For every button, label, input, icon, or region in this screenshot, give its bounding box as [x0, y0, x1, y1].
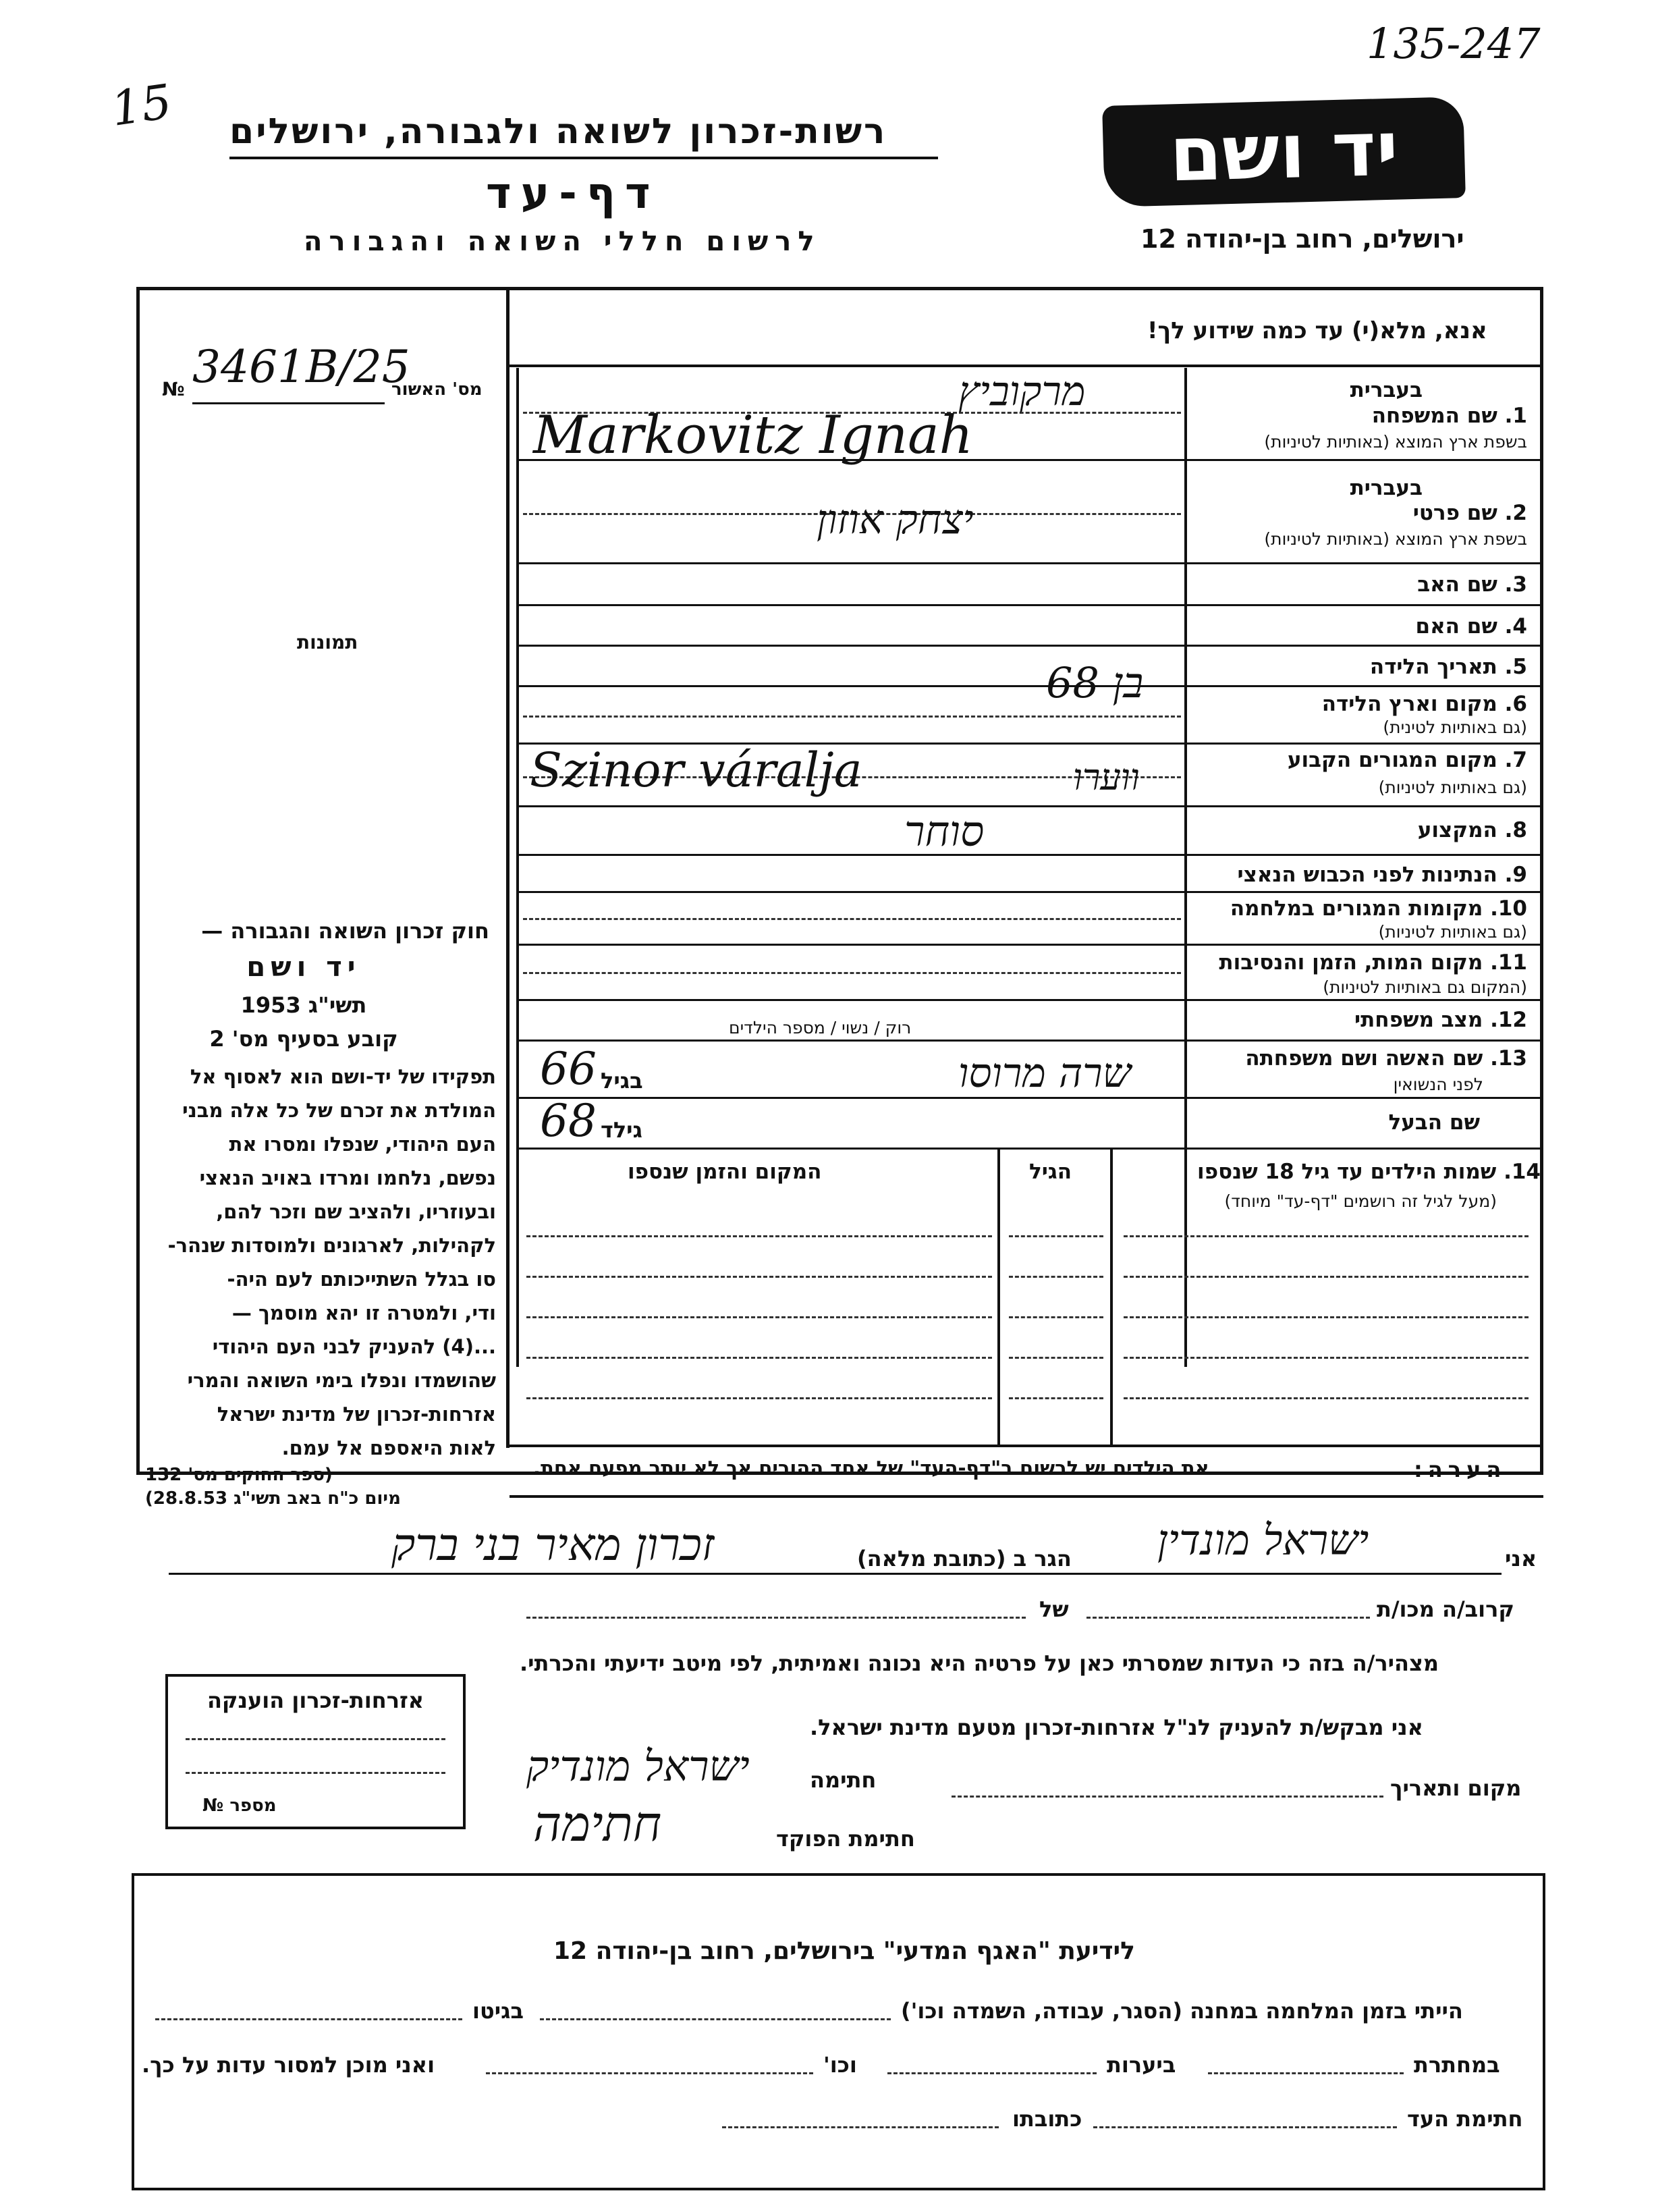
corner-mark: 15	[107, 74, 175, 137]
law-line: סו בגלל השתייכותם לעם היה-	[227, 1268, 496, 1291]
law-line: המולדת את זכרם של כל אלה מבני	[182, 1099, 496, 1122]
law-ref-1: (ספר החוקים מס' 132	[145, 1465, 333, 1485]
hebrew-label-2: בעברית	[1350, 476, 1423, 500]
col-age-header: הגיל	[1029, 1160, 1072, 1184]
field-4-label: 4. שם האם	[1415, 614, 1527, 639]
photo-label: תמונות	[297, 631, 358, 653]
field-6-label: 6. מקום וארץ הלידה	[1321, 692, 1527, 716]
bottom-line2-testimony: ואני מוכן למסור עדות על כך.	[142, 2052, 435, 2078]
field-13-sub: לפני הנשואין	[1393, 1075, 1483, 1094]
bottom-title: לידיעת "האגף המדעי" בירושלים, רחוב בן-יהודה 12	[553, 1937, 1135, 1965]
residing-value: זכרון מאיר בני ברק	[391, 1519, 715, 1571]
approval-value: 3461B/25	[192, 341, 410, 393]
field-13-label: 13. שם האשה ושם משפחתה	[1245, 1046, 1527, 1071]
field-6-sub: (גם באותיות לטינית)	[1383, 718, 1527, 737]
field-3-label: 3. שם האב	[1417, 572, 1527, 597]
signature-label: חתימה	[810, 1767, 877, 1793]
field-1-sub: בשפת ארץ המוצא (באותיות לטיניות)	[1264, 432, 1527, 452]
law-title: חוק זכרון השואה והגבורה —	[201, 918, 489, 944]
number-sign: №	[162, 378, 185, 400]
declaration-i-value: ישראל מונדין	[1157, 1515, 1369, 1565]
law-body	[142, 1060, 496, 1465]
logo	[1102, 97, 1466, 207]
page-title: דף-עד	[486, 169, 660, 219]
field-8-value: סוחר	[904, 807, 985, 856]
header-address: ירושלים, רחוב בן-יהודה 12	[1140, 224, 1464, 254]
law-line: העם היהודי, שנפלו ומסרו את	[229, 1133, 496, 1156]
bottom-line3-witness-signature: חתימת העד	[1407, 2106, 1523, 2132]
law-name: יד ושם	[246, 952, 361, 983]
instructions: אנא, מלא(י) עד כמה שידוע לך!	[1147, 317, 1487, 344]
stamp-box-title: אזרחות-זכרון הוענקה	[207, 1688, 424, 1713]
field-8-label: 8. המקצוע	[1417, 818, 1527, 842]
field-5-value: בן 68	[1046, 658, 1144, 707]
field-12-options: רוק / נשוי / מספר הילדים	[729, 1018, 912, 1037]
field-10-label: 10. מקומות המגורים במלחמה	[1230, 896, 1527, 921]
hebrew-label-1: בעברית	[1350, 378, 1423, 402]
field-1-value-latin: Markovitz Ignah	[533, 405, 973, 466]
law-ref-2: מיום כ"ח באב תשי"ג 28.8.53)	[145, 1488, 401, 1509]
authority-line: רשות-זכרון לשואה ולגבורה, ירושלים	[229, 111, 887, 152]
approval-label: מס' האשור	[391, 379, 483, 400]
field-5-label: 5. תאריך הלידה	[1369, 655, 1527, 679]
field-10-sub: (גם באותיות לטיניות)	[1378, 922, 1527, 942]
bottom-line2-underground: במחתרת	[1414, 2052, 1500, 2078]
page-subtitle: לרשום חללי השואה והגבורה	[304, 226, 821, 257]
field-7-label: 7. מקום המגורים הקבוע	[1287, 748, 1527, 772]
field-11-label: 11. מקום המות, הזמן והנסיבות	[1219, 950, 1527, 975]
field-7-value-hebrew: ווערו	[1073, 756, 1140, 799]
field-1-value-hebrew: מרקוביץ	[958, 368, 1086, 415]
field-2-sub: בשפת ארץ המוצא (באותיות לטיניות)	[1264, 529, 1527, 549]
field-11-sub: (המקום גם באותיות לטיניות)	[1323, 977, 1527, 997]
signature-value: ישראל מונדיק	[526, 1742, 750, 1791]
law-line: ודי, ולמטרה זו יהא מוסמך —	[231, 1301, 496, 1324]
bottom-line1-camp: הייתי בזמן המלחמה במחנה (הסגר, עבודה, השמדה וכו')	[901, 1998, 1463, 2024]
bottom-line2-etc: וכו'	[823, 2052, 857, 2078]
field-2-value: יצחק אוזון	[817, 496, 974, 543]
field-7-value-latin: Szinor váralja	[530, 743, 862, 798]
declaration-i-label: אני	[1505, 1546, 1537, 1571]
file-number: 135-247	[1367, 19, 1541, 68]
age-value-2: 68	[540, 1095, 597, 1147]
of-label: של	[1039, 1596, 1069, 1622]
note-text: את הילדים יש לרשום ב"דף-העד" של אחד ההורים אך לא יותר מפעם אחת.	[533, 1457, 1209, 1480]
age-label-2: גילד	[601, 1117, 642, 1143]
field-13-value: שרה מרוסו	[958, 1050, 1132, 1097]
official-signature: חתימה	[533, 1796, 662, 1852]
husband-label: שם הבעל	[1388, 1110, 1480, 1135]
bottom-line1-ghetto: בגיטו	[472, 1998, 524, 2024]
place-date-label: מקום ותאריך	[1390, 1775, 1522, 1801]
note-label: הערה:	[1414, 1457, 1507, 1482]
stamp-number-label: מספר №	[202, 1796, 277, 1816]
law-line: נפשם, נלחמו ומרדו באויב הנאצי	[199, 1166, 496, 1189]
law-line: שהושמדו ונפלו בימי השואה והמרי	[187, 1369, 496, 1392]
bottom-line2-forests: ביערות	[1107, 2052, 1176, 2078]
residing-label: הגר ב (כתובת מלאה)	[857, 1546, 1072, 1571]
field-12-label: 12. מצב משפחתי	[1354, 1008, 1527, 1032]
field-1-label: 1. שם המשפחה	[1371, 404, 1527, 428]
law-line: אזרחות-זכרון של מדינת ישראל	[217, 1403, 496, 1426]
law-line: ...(4) להעניק לבני העם היהודי	[212, 1335, 496, 1358]
field-7-sub: (גם באותיות לטיניות)	[1378, 778, 1527, 797]
law-year: תשי"ג 1953	[240, 992, 367, 1018]
col-place-time-header: המקום והזמן שנספו	[628, 1160, 822, 1184]
relative-label: קרוב/ה מכו/ת	[1377, 1596, 1514, 1622]
law-line: לקהילות, לארגונים ולמוסדות שנהר-	[167, 1234, 496, 1257]
field-2-label: 2. שם פרטי	[1412, 501, 1527, 525]
law-section: קובע בסעיף מס' 2	[209, 1026, 398, 1052]
law-line: לאות היאספם אל עמם.	[281, 1436, 496, 1459]
official-label: חתימת הפוקד	[776, 1826, 915, 1852]
law-line: ובעוזריו, ולהציב שם וזכר להם,	[216, 1200, 496, 1223]
age-value-1: 66	[540, 1043, 597, 1095]
declaration-statement: מצהיר/ה בזה כי העדות שמסרתי כאן על פרטיה היא נכונה ואמיתית, לפי מיטב ידיעתי והכרתי.	[520, 1650, 1439, 1676]
law-line: תפקידו של יד-ושם הוא לאסוף אל	[190, 1065, 496, 1088]
field-14-label: 14. שמות הילדים עד גיל 18 שנספו	[1197, 1160, 1541, 1184]
field-14-sub: (מעל לגיל זה רושמים "דף-עד" מיוחד)	[1224, 1191, 1497, 1211]
declaration-request: אני מבקש/ת להעניק לנ"ל אזרחות-זכרון מטעם מדינת ישראל.	[810, 1715, 1423, 1740]
age-label-1: בגיל	[601, 1068, 643, 1094]
bottom-line3-address: כתובתו	[1012, 2106, 1082, 2132]
field-9-label: 9. הנתינות לפני הכבוש הנאצי	[1237, 863, 1527, 887]
logo-text: יד ושם	[1168, 105, 1400, 199]
